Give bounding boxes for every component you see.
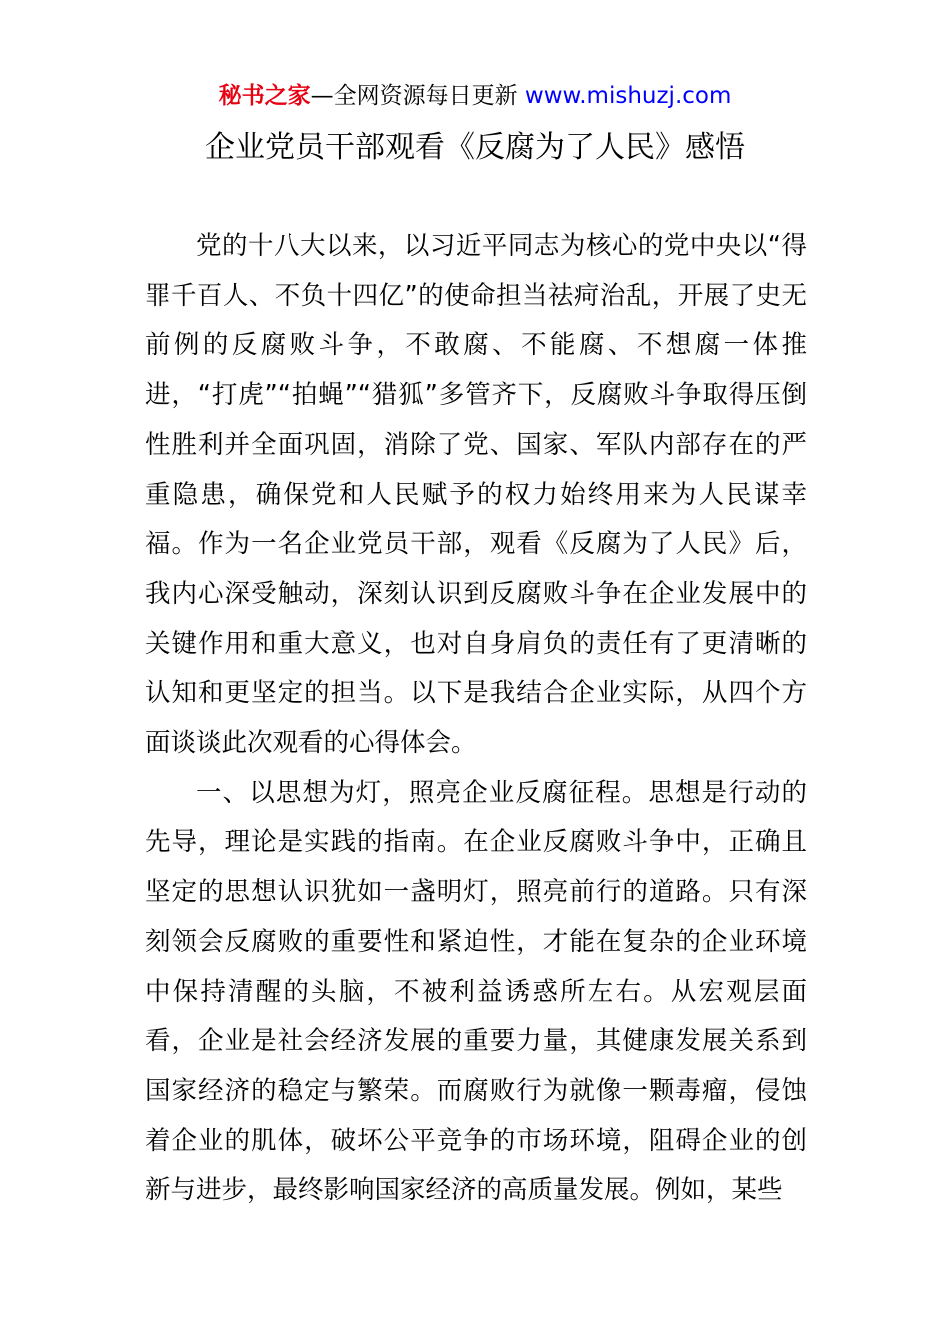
document-title: 企业党员干部观看《反腐为了人民》感悟 [205, 130, 745, 165]
site-url-link[interactable]: www.mishuzj.com [524, 83, 732, 109]
site-brand: 秘书之家 [218, 83, 311, 109]
site-header [0, 80, 950, 112]
site-tagline: —全网资源每日更新 [310, 83, 525, 109]
document-body [145, 222, 807, 1216]
paragraph-intro: 党的十八大以来，以习近平同志为核心的党中央以“得罪千百人、不负十四亿”的使命担当祛疴治乱，开展了史无前例的反腐败斗争，不敢腐、不能腐、不想腐一体推进，“打虎”“拍蝇”“猎狐”多管齐下，反腐败斗争取得压倒性胜利并全面巩固，消除了党、国家、军队内部存在的严重隐患，确保党和人民赋予的权力始终用来为人民谋幸福。作为一名企业党员干部，观看《反腐为了人民》后，我内心深受触动，深刻认识到反腐败斗争在企业发展中的关键作用和重大意义，也对自身肩负的责任有了更清晰的认知和更坚定的担当。以下是我结合企业实际，从四个方面谈谈此次观看的心得体会。 [145, 231, 807, 759]
paragraph-section-one: 一、以思想为灯，照亮企业反腐征程。思想是行动的先导，理论是实践的指南。在企业反腐败斗争中，正确且坚定的思想认识犹如一盏明灯，照亮前行的道路。只有深刻领会反腐败的重要性和紧迫性，才能在复杂的企业环境中保持清醒的头脑，不被利益诱惑所左右。从宏观层面看，企业是社会经济发展的重要力量，其健康发展关系到国家经济的稳定与繁荣。而腐败行为就像一颗毒瘤，侵蚀着企业的肌体，破坏公平竞争的市场环境，阻碍企业的创新与进步，最终影响国家经济的高质量发展。例如，某些 [145, 777, 807, 1206]
